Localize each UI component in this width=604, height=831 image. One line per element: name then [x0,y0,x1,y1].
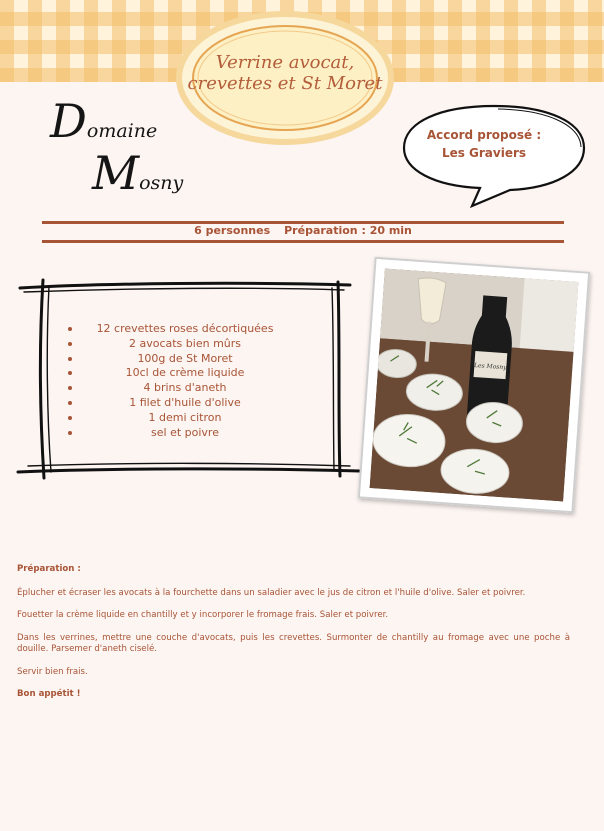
logo-line-domaine: Domaine [50,94,158,148]
bottle-label-text: Les Mosny [473,361,507,372]
logo-line-mosny: Mosny [92,146,184,200]
recipe-photo [358,257,590,513]
closing-text: Bon appétit ! [17,689,81,699]
preparation-step: Éplucher et écraser les avocats à la fourchette dans un saladier avec le jus de citron et l'huile d'olive. Saler et poivrer. [17,587,526,598]
ingredients-list [52,322,318,440]
divider-bottom [42,240,564,243]
wine-pairing [404,126,564,162]
recipe-meta [42,224,564,237]
servings: 6 personnes [194,224,271,237]
list-item: 1 demi citron [52,411,318,426]
list-item: 12 crevettes roses décortiquées [52,322,318,337]
pairing-wine: Les Graviers [441,146,527,160]
list-item: 1 filet d'huile d'olive [52,396,318,411]
recipe-title-line2: crevettes et St Moret [187,73,383,94]
list-item: 2 avocats bien mûrs [52,337,318,352]
list-item: sel et poivre [52,426,318,441]
recipe-title-line1: Verrine avocat, [215,52,355,73]
verrines-photo-image [370,269,579,502]
recipe-title [172,52,398,94]
pairing-label: Accord proposé : [426,128,542,142]
preparation-step: Servir bien frais. [17,666,88,677]
list-item: 100g de St Moret [52,352,318,367]
preparation-section [17,564,570,713]
preparation-step: Fouetter la crème liquide en chantilly et y incorporer le fromage frais. Saler et poivrer. [17,610,389,620]
domaine-mosny-logo [44,94,234,214]
list-item: 4 brins d'aneth [52,381,318,396]
list-item: 10cl de crème liquide [52,366,318,381]
preparation-step: Dans les verrines, mettre une couche d'avocats, puis les crevettes. Surmonter de chantilly au fromage avec une poche à douille. Parsemer d'aneth ciselé. [17,632,570,654]
prep-time: Préparation : 20 min [284,224,412,237]
preparation-heading: Préparation : [17,564,81,574]
